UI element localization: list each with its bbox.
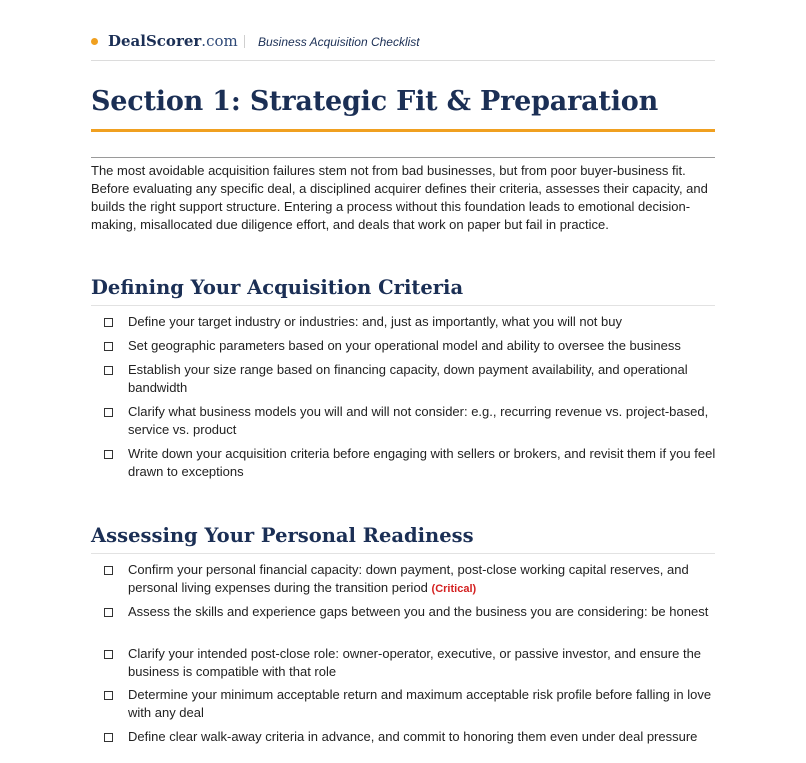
checklist-item-text: Determine your minimum acceptable return and maximum acceptable risk profile before falling in love with any deal	[128, 687, 712, 720]
document-title: Business Acquisition Checklist	[258, 35, 420, 49]
checklist-item-text: Establish your size range based on financing capacity, down payment availability, and operational bandwidth	[128, 362, 688, 395]
checkbox[interactable]	[104, 608, 113, 617]
checkbox[interactable]	[104, 318, 113, 327]
checkbox[interactable]	[104, 691, 113, 700]
bullet-dot-icon	[91, 38, 98, 45]
checkbox[interactable]	[104, 366, 113, 375]
checkbox[interactable]	[104, 408, 113, 417]
brand-logo[interactable]	[108, 32, 238, 50]
checklist-item-text: Assess the skills and experience gaps between you and the business you are considering: be honest	[128, 604, 709, 619]
checklist-item-text: Clarify your intended post-close role: owner-operator, executive, or passive investor, and ensure the business is compatible with that role	[128, 646, 702, 679]
header-divider	[244, 35, 245, 48]
subsection-heading: Assessing Your Personal Readiness	[91, 524, 474, 547]
checklist-item-text	[128, 561, 718, 598]
section-intro: The most avoidable acquisition failures stem not from bad businesses, but from poor buyer-business fit. Before evaluating any specific deal, a disciplined acquirer defines their criteria, assesses their capacity, and builds the right support structure. Entering a process without this foundation leads to emotional decision-making, misallocated due diligence effort, and deals that work on paper but fail in practice.	[91, 163, 708, 232]
checklist-item-text: Write down your acquisition criteria before engaging with sellers or brokers, and revisit them if you feel drawn to exceptions	[128, 446, 716, 479]
brand-name: DealScorer	[108, 32, 202, 50]
checklist-item-text: Define clear walk-away criteria in advance, and commit to honoring them even under deal pressure	[128, 729, 698, 744]
critical-badge: (Critical)	[431, 583, 477, 595]
checkbox[interactable]	[104, 650, 113, 659]
title-underline	[91, 129, 715, 132]
checklist-item-text: Set geographic parameters based on your operational model and ability to oversee the business	[128, 338, 681, 353]
subsection-divider	[91, 553, 715, 554]
subsection-divider	[91, 305, 715, 306]
checkbox[interactable]	[104, 342, 113, 351]
intro-divider	[91, 157, 715, 158]
checklist-item-text: Clarify what business models you will and will not consider: e.g., recurring revenue vs. project-based, service vs. product	[128, 404, 709, 437]
subsection-heading: Defining Your Acquisition Criteria	[91, 276, 464, 299]
site-header	[91, 30, 715, 61]
section-title: Section 1: Strategic Fit & Preparation	[91, 86, 658, 117]
checkbox[interactable]	[104, 733, 113, 742]
brand-tld: .com	[201, 32, 238, 50]
checkbox[interactable]	[104, 566, 113, 575]
checkbox[interactable]	[104, 450, 113, 459]
checklist-item-text: Define your target industry or industries: and, just as importantly, what you will not buy	[128, 314, 622, 329]
checklist-item-body: Confirm your personal financial capacity: down payment, post-close working capital reserves, and personal living expenses during the transition period	[128, 562, 689, 595]
